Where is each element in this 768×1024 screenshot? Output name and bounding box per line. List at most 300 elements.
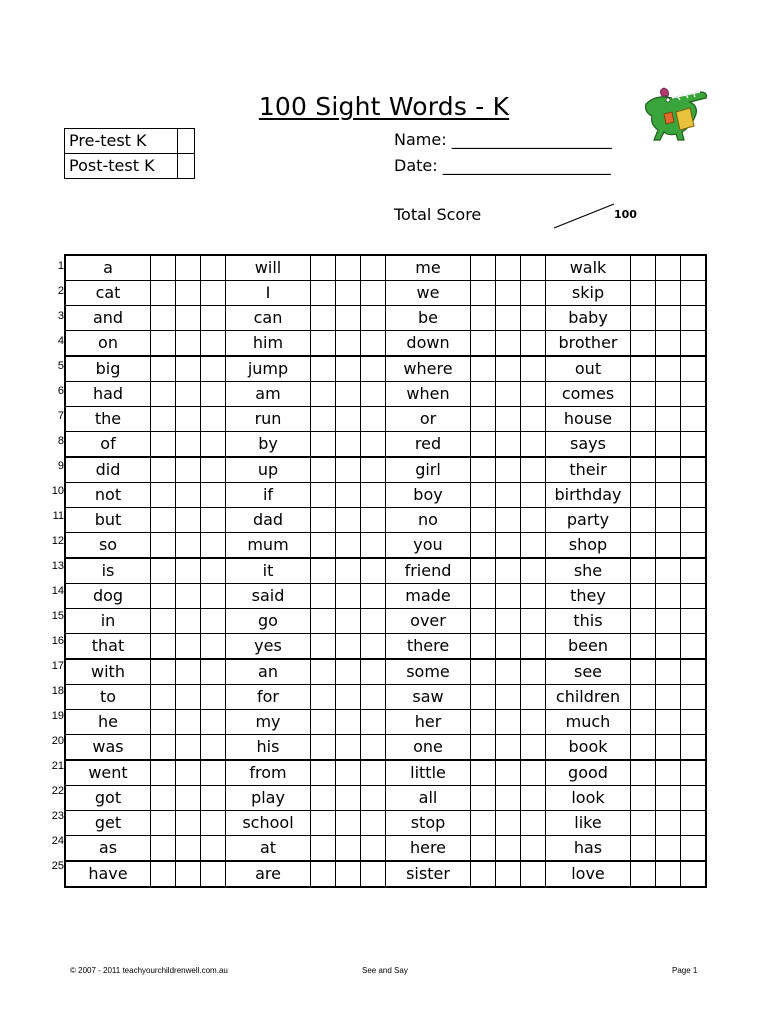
score-checkbox[interactable] [496,710,521,735]
score-checkbox[interactable] [521,735,546,761]
score-checkbox[interactable] [336,356,361,382]
score-checkbox[interactable] [471,255,496,281]
score-checkbox[interactable] [496,483,521,508]
score-checkbox[interactable] [631,836,656,862]
score-checkbox[interactable] [336,786,361,811]
score-checkbox[interactable] [176,356,201,382]
score-checkbox[interactable] [336,255,361,281]
score-checkbox[interactable] [521,558,546,584]
score-checkbox[interactable] [176,331,201,357]
score-checkbox[interactable] [176,710,201,735]
score-checkbox[interactable] [176,533,201,559]
score-checkbox[interactable] [631,760,656,786]
score-checkbox[interactable] [521,685,546,710]
score-checkbox[interactable] [151,634,176,660]
score-checkbox[interactable] [176,281,201,306]
score-checkbox[interactable] [176,483,201,508]
score-checkbox[interactable] [151,331,176,357]
score-checkbox[interactable] [311,432,336,458]
score-checkbox[interactable] [496,685,521,710]
score-checkbox[interactable] [311,634,336,660]
score-checkbox[interactable] [151,710,176,735]
score-checkbox[interactable] [656,634,681,660]
score-checkbox[interactable] [361,786,386,811]
score-checkbox[interactable] [521,281,546,306]
score-checkbox[interactable] [471,382,496,407]
score-checkbox[interactable] [471,609,496,634]
score-checkbox[interactable] [631,558,656,584]
score-checkbox[interactable] [521,836,546,862]
score-checkbox[interactable] [201,861,226,887]
score-checkbox[interactable] [336,558,361,584]
score-checkbox[interactable] [176,508,201,533]
score-checkbox[interactable] [471,306,496,331]
score-checkbox[interactable] [361,483,386,508]
score-checkbox[interactable] [656,533,681,559]
score-checkbox[interactable] [496,609,521,634]
score-checkbox[interactable] [631,432,656,458]
score-checkbox[interactable] [151,836,176,862]
score-checkbox[interactable] [311,584,336,609]
score-checkbox[interactable] [201,634,226,660]
score-checkbox[interactable] [201,432,226,458]
score-checkbox[interactable] [496,786,521,811]
score-checkbox[interactable] [631,786,656,811]
score-checkbox[interactable] [201,710,226,735]
score-checkbox[interactable] [336,659,361,685]
score-checkbox[interactable] [496,281,521,306]
score-checkbox[interactable] [311,255,336,281]
score-checkbox[interactable] [521,407,546,432]
score-checkbox[interactable] [361,735,386,761]
score-checkbox[interactable] [471,457,496,483]
score-checkbox[interactable] [471,710,496,735]
score-checkbox[interactable] [201,255,226,281]
score-checkbox[interactable] [471,634,496,660]
score-checkbox[interactable] [681,861,707,887]
score-checkbox[interactable] [521,483,546,508]
score-checkbox[interactable] [681,382,707,407]
score-checkbox[interactable] [336,306,361,331]
score-checkbox[interactable] [176,382,201,407]
score-checkbox[interactable] [361,710,386,735]
score-checkbox[interactable] [656,760,681,786]
score-checkbox[interactable] [631,331,656,357]
score-checkbox[interactable] [151,508,176,533]
score-checkbox[interactable] [151,457,176,483]
score-checkbox[interactable] [681,786,707,811]
score-checkbox[interactable] [656,306,681,331]
score-checkbox[interactable] [336,735,361,761]
score-checkbox[interactable] [311,685,336,710]
score-checkbox[interactable] [521,533,546,559]
score-checkbox[interactable] [656,508,681,533]
score-checkbox[interactable] [681,356,707,382]
score-checkbox[interactable] [336,533,361,559]
score-checkbox[interactable] [656,861,681,887]
score-checkbox[interactable] [681,407,707,432]
score-checkbox[interactable] [521,659,546,685]
score-checkbox[interactable] [681,685,707,710]
score-checkbox[interactable] [336,407,361,432]
score-checkbox[interactable] [151,281,176,306]
score-checkbox[interactable] [311,710,336,735]
score-checkbox[interactable] [336,685,361,710]
score-checkbox[interactable] [681,735,707,761]
score-checkbox[interactable] [681,281,707,306]
score-checkbox[interactable] [201,306,226,331]
score-checkbox[interactable] [496,331,521,357]
score-checkbox[interactable] [201,331,226,357]
score-checkbox[interactable] [176,811,201,836]
score-checkbox[interactable] [336,483,361,508]
score-checkbox[interactable] [656,811,681,836]
score-checkbox[interactable] [201,483,226,508]
score-checkbox[interactable] [361,634,386,660]
score-checkbox[interactable] [201,786,226,811]
score-checkbox[interactable] [201,281,226,306]
score-checkbox[interactable] [471,861,496,887]
score-checkbox[interactable] [201,457,226,483]
score-checkbox[interactable] [681,432,707,458]
score-checkbox[interactable] [361,584,386,609]
score-checkbox[interactable] [151,407,176,432]
score-checkbox[interactable] [471,760,496,786]
score-checkbox[interactable] [151,786,176,811]
score-checkbox[interactable] [631,659,656,685]
score-checkbox[interactable] [361,508,386,533]
score-checkbox[interactable] [656,331,681,357]
score-checkbox[interactable] [336,281,361,306]
score-checkbox[interactable] [311,407,336,432]
score-checkbox[interactable] [681,584,707,609]
score-checkbox[interactable] [336,457,361,483]
score-checkbox[interactable] [681,331,707,357]
score-checkbox[interactable] [521,432,546,458]
score-checkbox[interactable] [361,255,386,281]
score-checkbox[interactable] [631,634,656,660]
score-checkbox[interactable] [471,659,496,685]
score-checkbox[interactable] [471,483,496,508]
score-checkbox[interactable] [521,382,546,407]
score-checkbox[interactable] [336,634,361,660]
score-checkbox[interactable] [496,432,521,458]
score-checkbox[interactable] [176,255,201,281]
score-checkbox[interactable] [361,685,386,710]
score-checkbox[interactable] [176,634,201,660]
score-checkbox[interactable] [521,306,546,331]
score-checkbox[interactable] [656,609,681,634]
score-checkbox[interactable] [151,760,176,786]
score-checkbox[interactable] [496,558,521,584]
score-checkbox[interactable] [496,407,521,432]
score-checkbox[interactable] [681,760,707,786]
score-checkbox[interactable] [656,710,681,735]
score-checkbox[interactable] [681,457,707,483]
score-checkbox[interactable] [656,584,681,609]
score-checkbox[interactable] [361,331,386,357]
score-checkbox[interactable] [681,483,707,508]
score-checkbox[interactable] [176,760,201,786]
score-checkbox[interactable] [311,533,336,559]
score-checkbox[interactable] [681,533,707,559]
score-checkbox[interactable] [336,811,361,836]
score-checkbox[interactable] [496,659,521,685]
score-checkbox[interactable] [656,457,681,483]
score-checkbox[interactable] [471,407,496,432]
score-checkbox[interactable] [151,685,176,710]
score-checkbox[interactable] [201,735,226,761]
score-checkbox[interactable] [151,659,176,685]
score-checkbox[interactable] [176,407,201,432]
score-checkbox[interactable] [336,861,361,887]
score-checkbox[interactable] [361,659,386,685]
score-checkbox[interactable] [471,432,496,458]
score-checkbox[interactable] [361,382,386,407]
score-checkbox[interactable] [311,786,336,811]
score-checkbox[interactable] [201,407,226,432]
score-checkbox[interactable] [521,508,546,533]
score-checkbox[interactable] [201,382,226,407]
score-checkbox[interactable] [656,407,681,432]
score-checkbox[interactable] [336,760,361,786]
score-checkbox[interactable] [311,558,336,584]
score-checkbox[interactable] [311,331,336,357]
score-checkbox[interactable] [656,836,681,862]
score-checkbox[interactable] [336,836,361,862]
score-checkbox[interactable] [311,811,336,836]
score-checkbox[interactable] [336,382,361,407]
score-checkbox[interactable] [151,306,176,331]
score-checkbox[interactable] [201,836,226,862]
score-checkbox[interactable] [521,811,546,836]
score-checkbox[interactable] [311,735,336,761]
score-checkbox[interactable] [151,356,176,382]
score-checkbox[interactable] [201,533,226,559]
score-checkbox[interactable] [151,382,176,407]
score-checkbox[interactable] [201,356,226,382]
score-checkbox[interactable] [521,710,546,735]
score-checkbox[interactable] [176,861,201,887]
score-checkbox[interactable] [361,306,386,331]
score-checkbox[interactable] [201,659,226,685]
score-checkbox[interactable] [201,685,226,710]
score-checkbox[interactable] [631,685,656,710]
score-checkbox[interactable] [681,836,707,862]
score-checkbox[interactable] [656,356,681,382]
score-checkbox[interactable] [631,710,656,735]
score-checkbox[interactable] [151,735,176,761]
score-checkbox[interactable] [681,508,707,533]
score-checkbox[interactable] [656,735,681,761]
score-checkbox[interactable] [201,760,226,786]
score-checkbox[interactable] [361,760,386,786]
score-checkbox[interactable] [496,634,521,660]
score-checkbox[interactable] [176,659,201,685]
score-checkbox[interactable] [336,432,361,458]
score-checkbox[interactable] [521,457,546,483]
score-checkbox[interactable] [311,306,336,331]
score-checkbox[interactable] [361,457,386,483]
score-checkbox[interactable] [521,609,546,634]
score-checkbox[interactable] [681,811,707,836]
score-checkbox[interactable] [311,760,336,786]
score-checkbox[interactable] [151,432,176,458]
score-checkbox[interactable] [471,836,496,862]
score-checkbox[interactable] [656,685,681,710]
score-checkbox[interactable] [361,432,386,458]
score-checkbox[interactable] [496,457,521,483]
score-checkbox[interactable] [496,306,521,331]
score-checkbox[interactable] [471,508,496,533]
score-checkbox[interactable] [631,407,656,432]
score-checkbox[interactable] [631,584,656,609]
score-checkbox[interactable] [361,558,386,584]
score-checkbox[interactable] [631,533,656,559]
score-checkbox[interactable] [631,483,656,508]
score-checkbox[interactable] [681,306,707,331]
score-checkbox[interactable] [631,306,656,331]
score-checkbox[interactable] [656,483,681,508]
score-checkbox[interactable] [681,659,707,685]
score-checkbox[interactable] [471,558,496,584]
score-checkbox[interactable] [496,356,521,382]
score-checkbox[interactable] [496,811,521,836]
score-checkbox[interactable] [471,584,496,609]
score-checkbox[interactable] [151,483,176,508]
score-checkbox[interactable] [656,659,681,685]
score-checkbox[interactable] [681,558,707,584]
score-checkbox[interactable] [496,861,521,887]
score-checkbox[interactable] [521,786,546,811]
score-checkbox[interactable] [201,811,226,836]
score-checkbox[interactable] [311,382,336,407]
score-checkbox[interactable] [151,533,176,559]
score-checkbox[interactable] [336,710,361,735]
score-checkbox[interactable] [471,786,496,811]
score-checkbox[interactable] [176,306,201,331]
score-checkbox[interactable] [656,432,681,458]
score-checkbox[interactable] [681,255,707,281]
score-checkbox[interactable] [176,609,201,634]
score-checkbox[interactable] [521,356,546,382]
score-checkbox[interactable] [681,609,707,634]
score-checkbox[interactable] [631,281,656,306]
score-checkbox[interactable] [311,659,336,685]
score-checkbox[interactable] [361,836,386,862]
date-blank-line[interactable]: _____________________ [442,156,611,175]
score-checkbox[interactable] [521,331,546,357]
score-checkbox[interactable] [521,760,546,786]
score-checkbox[interactable] [151,584,176,609]
score-checkbox[interactable] [471,281,496,306]
score-checkbox[interactable] [631,457,656,483]
score-checkbox[interactable] [336,584,361,609]
score-checkbox[interactable] [176,786,201,811]
score-checkbox[interactable] [521,584,546,609]
score-checkbox[interactable] [151,609,176,634]
score-checkbox[interactable] [361,861,386,887]
score-checkbox[interactable] [176,558,201,584]
name-blank-line[interactable]: ____________________ [451,130,612,149]
score-checkbox[interactable] [631,861,656,887]
score-checkbox[interactable] [151,255,176,281]
score-checkbox[interactable] [521,861,546,887]
pre-test-checkbox[interactable] [178,129,195,154]
score-checkbox[interactable] [336,508,361,533]
score-checkbox[interactable] [681,710,707,735]
score-checkbox[interactable] [631,811,656,836]
score-checkbox[interactable] [471,533,496,559]
score-checkbox[interactable] [176,735,201,761]
score-checkbox[interactable] [471,331,496,357]
score-checkbox[interactable] [656,558,681,584]
score-checkbox[interactable] [631,609,656,634]
score-checkbox[interactable] [336,609,361,634]
score-checkbox[interactable] [201,508,226,533]
score-checkbox[interactable] [311,356,336,382]
score-checkbox[interactable] [361,533,386,559]
score-checkbox[interactable] [311,836,336,862]
score-checkbox[interactable] [176,836,201,862]
score-checkbox[interactable] [631,255,656,281]
score-checkbox[interactable] [201,558,226,584]
score-checkbox[interactable] [496,255,521,281]
score-checkbox[interactable] [201,609,226,634]
score-checkbox[interactable] [176,457,201,483]
score-checkbox[interactable] [631,382,656,407]
score-checkbox[interactable] [521,634,546,660]
score-checkbox[interactable] [496,508,521,533]
score-checkbox[interactable] [496,760,521,786]
score-checkbox[interactable] [361,281,386,306]
score-checkbox[interactable] [311,483,336,508]
score-checkbox[interactable] [496,735,521,761]
score-checkbox[interactable] [201,584,226,609]
score-checkbox[interactable] [311,609,336,634]
score-checkbox[interactable] [151,558,176,584]
score-checkbox[interactable] [656,255,681,281]
score-checkbox[interactable] [631,735,656,761]
score-checkbox[interactable] [336,331,361,357]
score-checkbox[interactable] [496,382,521,407]
score-checkbox[interactable] [311,861,336,887]
score-checkbox[interactable] [311,508,336,533]
score-checkbox[interactable] [496,533,521,559]
score-checkbox[interactable] [656,786,681,811]
score-checkbox[interactable] [311,281,336,306]
score-checkbox[interactable] [361,407,386,432]
score-checkbox[interactable] [176,584,201,609]
score-checkbox[interactable] [151,811,176,836]
score-checkbox[interactable] [496,836,521,862]
score-checkbox[interactable] [471,811,496,836]
score-checkbox[interactable] [361,609,386,634]
score-checkbox[interactable] [471,685,496,710]
score-checkbox[interactable] [176,432,201,458]
score-checkbox[interactable] [176,685,201,710]
score-checkbox[interactable] [496,584,521,609]
score-checkbox[interactable] [656,281,681,306]
score-checkbox[interactable] [521,255,546,281]
score-checkbox[interactable] [631,356,656,382]
score-checkbox[interactable] [656,382,681,407]
score-checkbox[interactable] [471,356,496,382]
score-checkbox[interactable] [361,356,386,382]
score-checkbox[interactable] [631,508,656,533]
score-checkbox[interactable] [151,861,176,887]
score-checkbox[interactable] [681,634,707,660]
